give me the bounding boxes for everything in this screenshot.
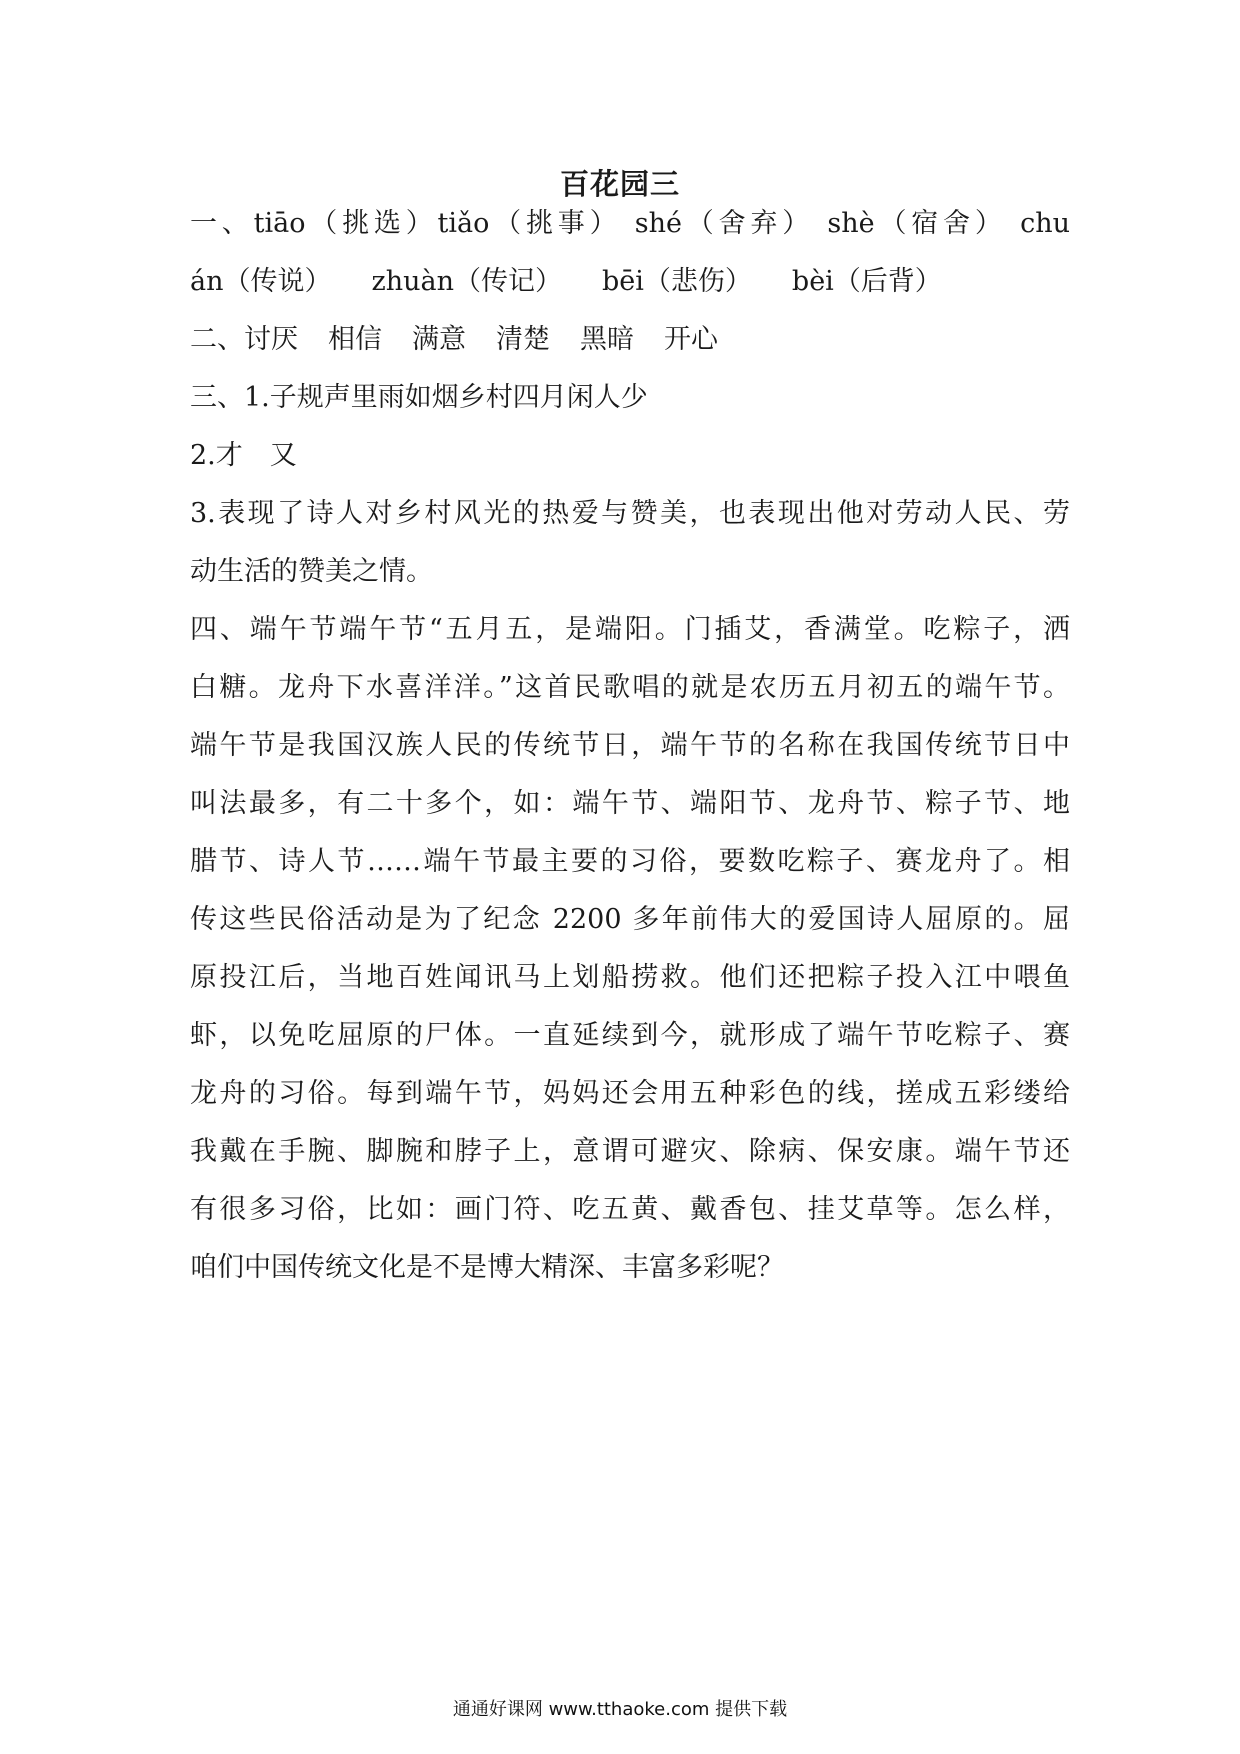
section4-line: 四、端午节端午节“五月五，是端阳。门插艾，香满堂。吃粽子，洒 [190,614,1070,645]
word-item: 相信 [328,324,382,355]
section2-prefix: 二、 [190,324,244,355]
pinyin-item: shè（宿舍） [827,208,1007,239]
section4-line: 白糖。龙舟下水喜洋洋。”这首民歌唱的就是农历五月初五的端午节。 [190,672,1070,703]
word-item: 满意 [412,324,466,355]
section4-line: 咱们中国传统文化是不是博大精深、丰富多彩呢？ [190,1252,784,1283]
pinyin-item: shé（舍弃） [634,208,815,239]
pinyin-item: zhuàn（传记） [371,266,562,297]
pinyin-item: bèi（后背） [791,266,942,297]
pinyin-item: bēi（悲伤） [602,266,752,297]
pinyin-item: chu [1020,208,1070,239]
section3-q2: 2.才 又 [190,440,297,471]
section4-line: 龙舟的习俗。每到端午节，妈妈还会用五种彩色的线，搓成五彩缕给 [190,1078,1070,1109]
word-item: 开心 [664,324,718,355]
pinyin-item: án（传说） [190,266,332,297]
section4-line: 原投江后，当地百姓闻讯马上划船捞救。他们还把粽子投入江中喂鱼 [190,962,1070,993]
pinyin-item: tiāo（挑选） [253,208,438,239]
section1-prefix: 一、 [190,208,254,239]
section3-q1: 三、1.子规声里雨如烟乡村四月闲人少 [190,382,648,413]
section1-line2 [190,264,1070,300]
section4-line: 传这些民俗活动是为了纪念 2200 多年前伟大的爱国诗人屈原的。屈 [190,904,1070,935]
section4-line: 腊节、诗人节……端午节最主要的习俗，要数吃粽子、赛龙舟了。相 [190,846,1070,877]
section2-line [190,322,1070,358]
section4-line: 虾，以免吃屈原的尸体。一直延续到今，就形成了端午节吃粽子、赛 [190,1020,1070,1051]
word-item: 清楚 [496,324,550,355]
footer-text: 通通好课网 www.tthaoke.com 提供下载 [452,1699,788,1720]
section1-line1 [190,206,1070,242]
word-item: 讨厌 [244,324,298,355]
section3-q3-line: 3.表现了诗人对乡村风光的热爱与赞美，也表现出他对劳动人民、劳 [190,498,1070,529]
section4-line: 端午节是我国汉族人民的传统节日，端午节的名称在我国传统节日中 [190,730,1070,761]
section4-line: 有很多习俗，比如：画门符、吃五黄、戴香包、挂艾草等。怎么样， [190,1194,1070,1225]
pinyin-item: tiǎo（挑事） [437,208,622,239]
section4-line: 我戴在手腕、脚腕和脖子上，意谓可避灾、除病、保安康。端午节还 [190,1136,1070,1167]
word-item: 黑暗 [580,324,634,355]
section4-line: 叫法最多，有二十多个，如：端午节、端阳节、龙舟节、粽子节、地 [190,788,1070,819]
page-title: 百花园三 [559,167,680,201]
section3-q3-line: 动生活的赞美之情。 [190,556,433,587]
